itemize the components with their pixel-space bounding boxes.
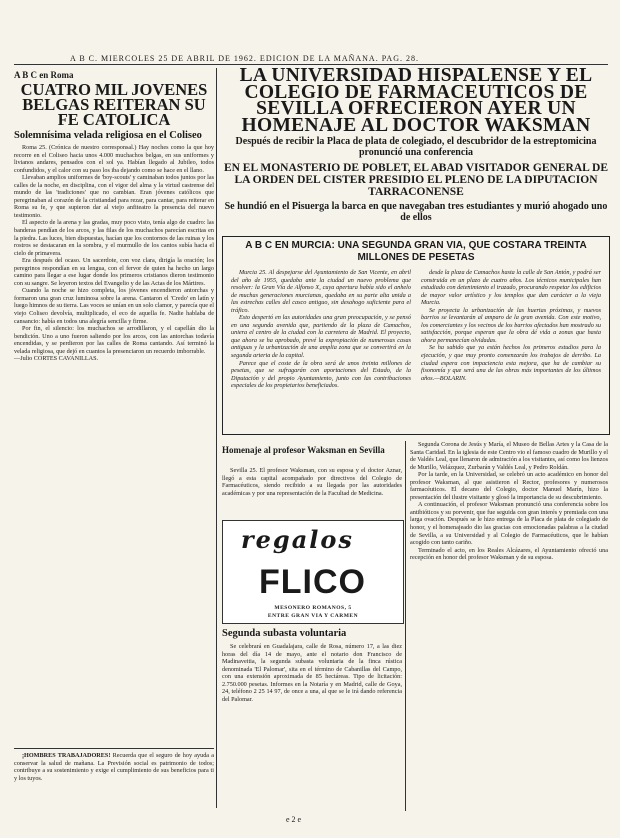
murcia-paragraph: Se proyecta la urbanización de las huertas próximas, y nuevos barrios se levantarán al amparo de la gran avenida. Con este motivo, los comerciantes y los vecinos de los barrios afectados han mostrado su satisfacción, porque esperan que la obra dé vida a zonas que hasta ahora permanecían olvidadas.	[421, 306, 601, 344]
flico-ad	[222, 520, 404, 624]
left-signature: —Julio CORTES CAVANILLAS.	[14, 355, 99, 363]
subasta-body	[222, 643, 402, 703]
ad-script-text: regalos	[241, 525, 354, 554]
right-column	[410, 441, 608, 562]
left-paragraph: Por fin, el silencio: los muchachos se arrodillaron, y el capellán dio la bendición. Uno a uno fueron saliendo por los arcos, con las antorchas todavía encendidas, y se perdieron por las calles de Roma cantando. Así terminó la velada religiosa, que dejó en cuantos la presenciaron un recuerdo imborrable.	[14, 325, 214, 355]
section-label: A B C en Roma	[14, 70, 74, 80]
footer-text: Recuerda que el seguro de hoy ayuda a conservar la salud de mañana. La Previsión social es patrimonio de todos; contribuye a su sostenimiento y exige el cumplimiento de sus beneficios para ti y los tuyos.	[14, 752, 214, 782]
murcia-title: A B C EN MURCIA: UNA SEGUNDA GRAN VIA, QUE COSTARA TREINTA MILLONES DE PESETAS	[245, 240, 587, 263]
main-headline: LA UNIVERSIDAD HISPALENSE Y EL COLEGIO DE FARMACEUTICOS DE SEVILLA OFRECIERON AYER UN HOMENAJE AL DOCTOR WAKSMAN	[239, 65, 593, 136]
murcia-paragraph: Murcia 25. Al despejarse del Ayuntamiento de San Vicente, en abril del año de 1955, quedaba ante la ciudad un nuevo problema que resolver: la Gran Vía de Alfonso X, cuya apertura había sido el anhelo de muchas generaciones murcianas, quedaba en su parte alta unida a las estrechas calles del casco antiguo, sin desahogo suficiente para el tráfico.	[231, 269, 411, 314]
murcia-col-left	[231, 269, 411, 390]
third-headline: Se hundió en el Pisuerga la barca en que navegaban tres estudiantes y murió ahogado uno de ellos	[224, 201, 608, 223]
left-paragraph: El aspecto de la arena y las gradas, muy poco visto, tenía algo de cuadro: las banderas pendían de los arcos, y las filas de los muchachos parecían escritas en la piedra. Las luces, bien dispuestas, hacían que los contornos de las ruinas y los rostros se destacaran en la sombra, y el murmullo de los cantos subía hacia el cielo de primavera.	[14, 219, 214, 257]
footer-rule	[14, 748, 214, 749]
left-body	[14, 144, 214, 355]
murcia-paragraph: Esto despertó en las autoridades una gran preocupación, y se pensó en una segunda avenida que, partiendo de la plaza de Camachos, uniera el centro de la ciudad con la carretera de Madrid. El proyecto, que ahora se ha aprobado, prevé la expropiación de numerosas casas antiguas y la urbanización de una amplia zona que se convertirá en la segunda arteria de la capital.	[231, 314, 411, 360]
second-headline: EN EL MONASTERIO DE POBLET, EL ABAD VISITADOR GENERAL DE LA ORDEN DEL CISTER PRESIDIO EL PLENO DE LA DIPUTACION TARRACONENSE	[223, 162, 609, 198]
waksman-paragraph: Sevilla 25. El profesor Waksman, con su esposa y el doctor Aznar, llegó a esta capital acompañado por directivos del Colegio de Farmacéuticos, siendo recibido a su llegada por las autoridades académicas y por una representación de la Facultad de Medicina.	[222, 467, 402, 497]
waksman-body	[222, 467, 402, 497]
main-article-head	[222, 65, 610, 223]
subasta-paragraph: Se celebrará en Guadalajara, calle de Rosa, número 17, a las diez horas del día 14 de mayo, ante el notario don Francisco de Madinaveitia, la segunda subasta voluntaria de la finca rústica denominada 'El Palomar', sita en el término de Cabanillas del Campo, con una extensión aproximada de 85 hectáreas. Tipo de licitación: 2.750.000 pesetas. Informes en la Notaría y en Madrid, calle de Goya, 24, teléfono 2 25 14 97, de once a una, al que se le irá dando referencia del Palomar.	[222, 643, 402, 703]
footer-item	[14, 752, 214, 782]
murcia-box	[222, 236, 610, 435]
right-paragraph: A continuación, el profesor Waksman pronunció una conferencia sobre los antibióticos y su porvenir, que fue seguida con gran interés y premiada con una larga ovación. Después se le hizo entrega de la Placa de plata de colegiado de honor, y el homenajeado dio las gracias con emocionadas palabras a la ciudad de Sevilla, a su Universidad y al Colegio de Farmacéuticos, que le habían acogido con tanto cariño.	[410, 501, 608, 547]
left-paragraph: Llevaban amplios uniformes de 'boy-scouts' y caminaban todos juntos por las calles de la noche, en disciplina, con el vigor del alma y la virtud castrense del mundo de las 'tradiciones' que no cambian. Eran jóvenes católicos que peregrinaban al corazón de la cristiandad para rezar, para cantar, para reiterar en Roma su fe, y que supieron dar al viejo anfiteatro la presencia del nuevo testimonio.	[14, 174, 214, 219]
page-header: A B C. MIERCOLES 25 DE ABRIL DE 1962. EDICION DE LA MAÑANA. PAG. 28.	[70, 54, 419, 63]
footer-lead: ¡HOMBRES TRABAJADORES!	[22, 752, 111, 759]
waksman-headline: Homenaje al profesor Waksman en Sevilla	[222, 445, 385, 455]
ad-address: MESONERO ROMANOS, 5	[274, 605, 352, 611]
ad-location: ENTRE GRAN VIA Y CARMEN	[267, 613, 359, 619]
murcia-paragraph: desde la plaza de Camachos hasta la calle de San Antón, y podrá ser construida en un plazo de cuatro años. Los técnicos municipales han estudiado con detenimiento el trazado, procurando respetar los edificios de mayor valor artístico y los templos que dan carácter a la vieja Murcia.	[421, 269, 601, 307]
left-column	[14, 82, 214, 362]
left-paragraph: Roma 25. (Crónica de nuestro corresponsal.) Hay noches como la que hoy recorre en el Coliseo hacia unos 4.000 muchachos belgas, en sus uniformes y livianos andares, pensados con el sol ya. Habían llegado al Jubileo, todos confundidos, y el calor con su paso los iba dejando como se hace en el llano.	[14, 144, 214, 174]
right-paragraph: Por la tarde, en la Universidad, se celebró un acto académico en honor del profesor Waksman, al que asistieron el Rector, profesores y numerosos farmacéuticos. El decano del Colegio, doctor Manuel Marín, hizo la presentación del ilustre visitante y glosó la importancia de su descubrimiento.	[410, 471, 608, 501]
column-divider	[216, 68, 217, 808]
right-paragraph: Segunda Corona de Jesús y María, el Museo de Bellas Artes y la Casa de la Santa Caridad. En la iglesia de este Centro vio el famoso cuadro de Murillo y el de Valdés Leal, que llenaron de admiración a los visitantes, así como los lienzos de Murillo, Velázquez, Zurbarán y Valdés Leal, y Pedro Roldán.	[410, 441, 609, 471]
murcia-paragraph: Se ha sabido que ya están hechos los primeros estudios para la ejecución, y que muy pronto comenzarán los trabajos de derribo. La ciudad espera con impaciencia esta mejora, que ha de cambiar su fisonomía y que será una de las obras más importantes de los últimos años.—BOLARIN.	[421, 344, 601, 382]
ad-brand: FLICO	[259, 563, 366, 601]
murcia-col-right	[421, 269, 601, 382]
left-headline: CUATRO MIL JOVENES BELGAS REITERAN SU FE CATOLICA	[20, 80, 208, 129]
subasta-headline: Segunda subasta voluntaria	[222, 628, 347, 639]
left-subhead: Solemnísima velada religiosa en el Coliseo	[14, 130, 202, 141]
main-subhead: Después de recibir la Placa de plata de colegiado, el descubridor de la estreptomicina pronunció una conferencia	[235, 136, 597, 158]
right-paragraph: Terminado el acto, en los Reales Alcázares, el Ayuntamiento ofreció una recepción en honor del profesor Waksman y de su esposa.	[410, 546, 608, 562]
folio-mark: e 2 e	[286, 815, 302, 824]
left-paragraph: Cuando la noche se hizo completa, los jóvenes encendieron antorchas y formaron una gran cruz luminosa sobre la arena. Cantaron el 'Credo' en latín y luego himnos de su tierra. Las voces se unían en un solo clamor, y parecía que el viejo Coliseo devolvía, multiplicado, el eco de aquella fe. Nadie hablaba de cansancio: había en todos una alegría sencilla y firme.	[14, 287, 214, 325]
left-paragraph: Era después del ocaso. Un sacerdote, con voz clara, dirigía la oración; los peregrinos respondían en su lengua, con el fervor de quien ha hecho un largo camino para llegar a ese lugar donde los primeros cristianos dieron testimonio con su sangre. Se leyeron textos del Evangelio y de las Actas de los Mártires.	[14, 257, 214, 287]
murcia-paragraph: Parece que el coste de la obra será de unos treinta millones de pesetas, que se sufragarán con aportaciones del Estado, de la Diputación y del propio Ayuntamiento, junto con las contribuciones especiales de los propietarios beneficiados.	[231, 359, 411, 390]
col-divider-2	[405, 441, 406, 811]
